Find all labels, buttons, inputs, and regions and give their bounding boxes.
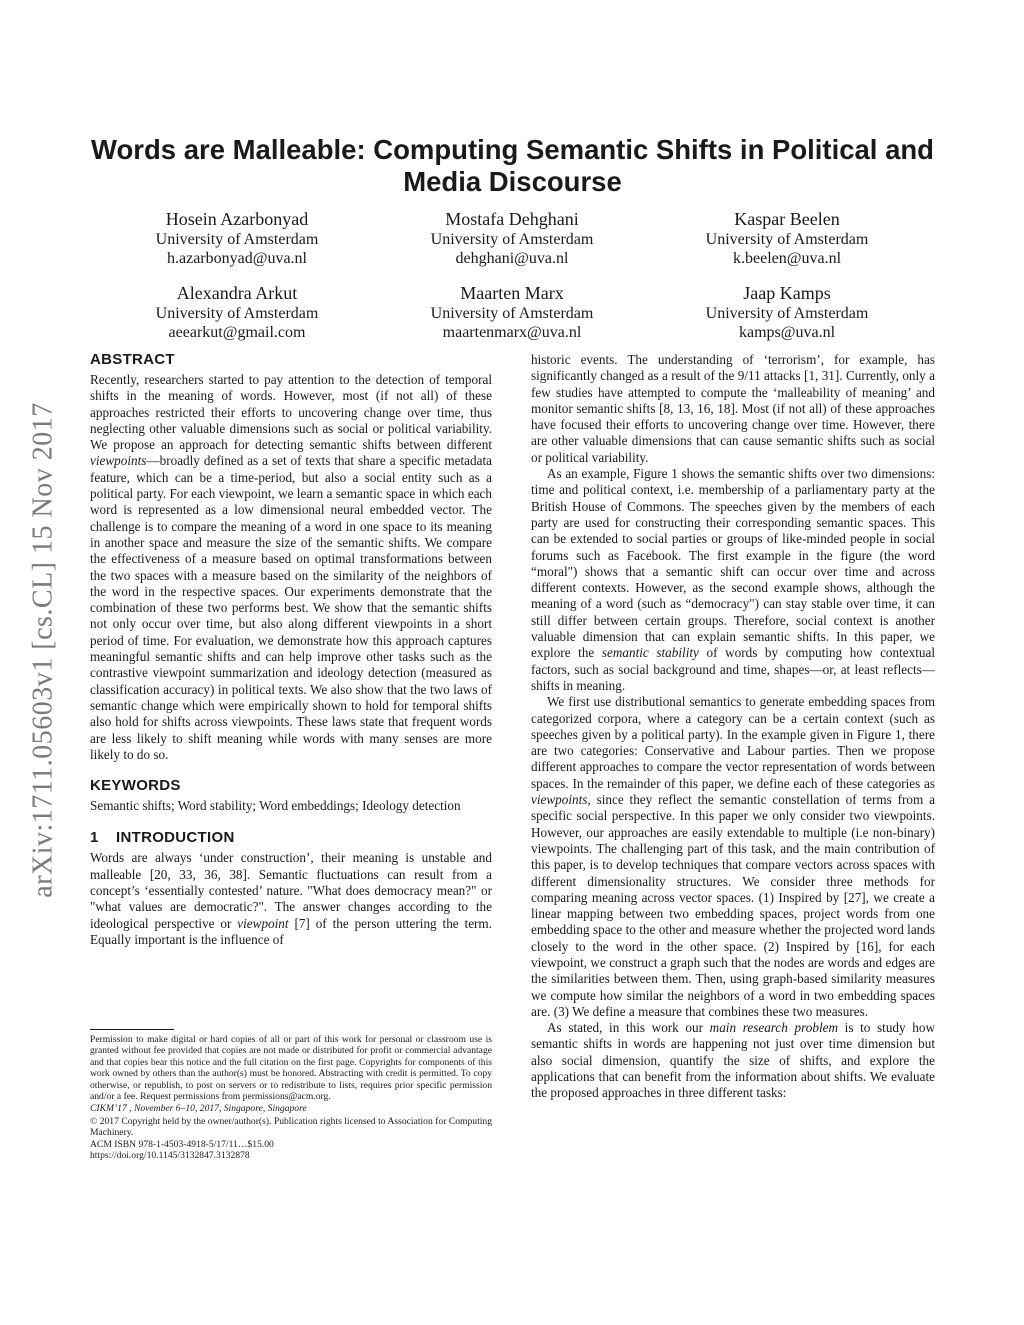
isbn-line: ACM ISBN 978-1-4503-4918-5/17/11…$15.00 [90, 1138, 274, 1150]
doi-link[interactable]: https://doi.org/10.1145/3132847.3132878 [90, 1150, 250, 1162]
author-email: dehghani@uva.nl [455, 250, 569, 267]
keywords-heading: KEYWORDS [90, 777, 181, 795]
section-number: 1 [90, 829, 99, 847]
abstract-body: Recently, researchers started to pay attention to the detection of temporal shifts in the meaning of words. However, most (if not all) of these approaches restricted their efforts to uncovering change over time, thus neglecting other valuable dimensions such as social or political variability. We propose an approach for detecting semantic shifts between different viewpoints—broadly defined as a set of texts that share a specific metadata feature, which can be a time-period, but also a social entity such as a political party. For each viewpoint, we learn a semantic space in which each word is represented as a low dimensional neural embedded vector. The challenge is to compare the meaning of a word in one space to its meaning in another space and measure the size of the semantic shifts. We compare the effectiveness of a measure based on optimal transformations between the two spaces with a measure based on the similarity of the neighbors of the word in the respective spaces. Our experiments demonstrate that the combination of these two performs best. We show that the semantic shifts not only occur over time, but also along different viewpoints in a short period of time. For evaluation, we demonstrate how this approach captures meaningful semantic shifts and can help improve other tasks such as the contrastive viewpoint summarization and ideology detection (measured as classification accuracy) in political texts. We also show that the two laws of semantic change which were empirically shown to hold for temporal shifts also hold for shifts across viewpoints. These laws state that frequent words are less likely to shift meaning while words with many senses are more likely to do so. [90, 372, 492, 762]
author-name: Mostafa Dehghani [445, 209, 579, 229]
author-name: Kaspar Beelen [734, 209, 840, 229]
author-name: Jaap Kamps [743, 283, 831, 303]
permission-notice: Permission to make digital or hard copies of all or part of this work for personal or classroom use is granted without fee provided that copies are not made or distributed for profit or commercial advantage and that copies bear this notice and the full citation on the first page. Copyrights for components of this work owned by others than the author(s) must be honored. Abstracting with credit is permitted. To copy otherwise, or republish, to post on servers or to redistribute to lists, requires prior specific permission and/or a fee. Request permissions from permissions@acm.org. [90, 1034, 492, 1103]
author-block-2 [382, 208, 642, 268]
abstract-heading: ABSTRACT [90, 351, 175, 368]
section-title: INTRODUCTION [116, 829, 235, 847]
intro-emphasis: semantic stability [601, 645, 699, 661]
abstract-emphasis: viewpoints [90, 453, 147, 469]
author-affiliation: University of Amsterdam [155, 231, 319, 248]
paper-title: Words are Malleable: Computing Semantic Shifts in Political and Media Discourse [91, 134, 934, 197]
author-affiliation: University of Amsterdam [155, 305, 319, 322]
introduction-heading [90, 828, 492, 848]
author-email: maartenmarx@uva.nl [442, 324, 582, 341]
intro-paragraph-1: Words are always ‘under construction’, their meaning is unstable and malleable [20, 33, 36, 38]. Semantic fluctuations can result from a concept’s ‘essentially contested’ nature. "What does democracy mean?" or "what values are democratic?". The answer changes according to the ideological perspective or viewpoint [7] of the person uttering the term. Equally important is the influence of [90, 850, 492, 947]
intro-emphasis: viewpoints [531, 792, 588, 808]
author-email: aeearkut@gmail.com [168, 324, 306, 341]
author-email: kamps@uva.nl [738, 324, 836, 341]
author-affiliation: University of Amsterdam [430, 231, 594, 248]
author-affiliation: University of Amsterdam [705, 305, 869, 322]
author-affiliation: University of Amsterdam [705, 231, 869, 248]
author-block-5 [382, 282, 642, 342]
left-column [90, 350, 492, 948]
author-name: Maarten Marx [460, 283, 564, 303]
keywords-body: Semantic shifts; Word stability; Word embeddings; Ideology detection [90, 798, 461, 814]
intro-paragraph-2: As an example, Figure 1 shows the semantic shifts over two dimensions: time and political context, i.e. membership of a parliamentary party at the British House of Commons. The speeches given by the members of each party are used for constructing their corresponding semantic spaces. This can be extended to social parties or groups of like-minded people in social forums such as Facebook. The first example in the figure (the word “moral") shows that a semantic shift can occur over time and across different contexts. However, as the second example shows, although the meaning of a word (such as “democracy") can stay stable over time, it can still differ between certain groups. Therefore, social context is another valuable dimension that can explain semantic shifts. In this paper, we explore the semantic stability of words by computing how contextual factors, such as social background and time, shapes—or, at least reflects—shifts in meaning. [531, 466, 936, 693]
author-name: Alexandra Arkut [176, 283, 298, 303]
intro-paragraph-4: As stated, in this work our main research problem is to study how semantic shifts in words are happening not just over time dimension but also social dimension, quantify the size of shifts, and explore the applications that can benefit from the information about shifts. We evaluate the proposed approaches in three different tasks: [531, 1020, 935, 1101]
arxiv-identifier-stamp [22, 350, 66, 950]
author-block-3 [657, 208, 917, 268]
author-name: Hosein Azarbonyad [165, 209, 309, 229]
author-block-1 [107, 208, 367, 268]
intro-paragraph-1-continued: historic events. The understanding of ‘terrorism’, for example, has significantly changed as a result of the 9/11 attacks [1, 31]. Currently, only a few studies have attempted to compute the ‘malleability of meaning’ and monitor semantic shifts [8, 13, 16, 18]. Most (if not all) of these approaches have focused their efforts to uncovering change over time. However, there are other valuable dimensions that can cause semantic shifts such as social or political variability. [531, 352, 935, 465]
intro-emphasis: main research problem [709, 1020, 838, 1036]
author-email: h.azarbonyad@uva.nl [166, 250, 307, 267]
author-block-6 [657, 282, 917, 342]
author-email: k.beelen@uva.nl [732, 250, 842, 267]
author-block-4 [107, 282, 367, 342]
conference-line: CIKM’17 , November 6–10, 2017, Singapore, Singapore [90, 1103, 307, 1115]
author-affiliation: University of Amsterdam [430, 305, 594, 322]
intro-emphasis: viewpoint [237, 915, 289, 931]
footnote-rule [90, 1029, 174, 1030]
arxiv-id-text: arXiv:1711.05603v1 [cs.CL] 15 Nov 2017 [28, 402, 59, 898]
right-column [531, 352, 935, 1102]
intro-paragraph-3: We first use distributional semantics to generate embedding spaces from categorized corpora, where a category can be a certain context (such as speeches given by a political party). In the example given in Figure 1, there are two categories: Conservative and Labour parties. Then we propose different approaches to compare the vector representation of words between spaces. In the remainder of this paper, we define each of these categories as viewpoints, since they reflect the semantic constellation of terms from a specific social perspective. In this paper we only consider two viewpoints. However, our approaches are easily extendable to multiple (i.e non-binary) viewpoints. The challenging part of this task, and the main contribution of this paper, is to develop techniques that compare vectors across spaces with different dimensionality structures. We consider three methods for comparing meaning across vector spaces. (1) Inspired by [27], we create a linear mapping between two embedding spaces, project words from one embedding space to the other and measure whether the projected word lands closely to the word in the other space. (2) Inspired by [16], for each viewpoint, we construct a graph such that the nodes are words and edges are the similarities between them. Then, using graph-based similarity measures we compute how similar the neighbors of a word in two embedding spaces are. (3) We define a measure that combines these two measures. [531, 694, 935, 1019]
copyright-line: © 2017 Copyright held by the owner/author(s). Publication rights licensed to Association for Computing Machinery. [90, 1115, 492, 1139]
copyright-footnote [90, 1034, 492, 1161]
